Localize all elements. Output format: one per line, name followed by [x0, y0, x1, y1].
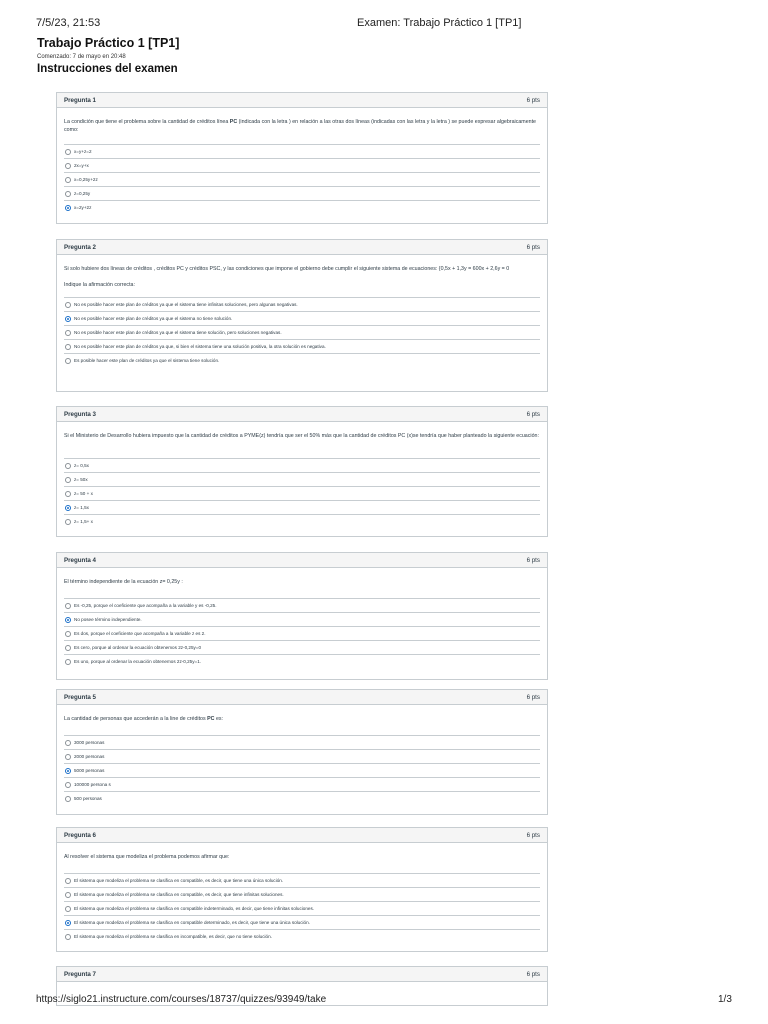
radio-empty-icon[interactable]: [65, 491, 71, 497]
answer-label: El sistema que modeliza el problema se clasifica en compatible, es decir, que tiene una única solución.: [74, 878, 284, 883]
radio-empty-icon[interactable]: [65, 659, 71, 665]
answer-option[interactable]: [64, 159, 540, 173]
question-text: La cantidad de personas que accederán a la line de créditos PC es:: [64, 716, 224, 722]
radio-empty-icon[interactable]: [65, 519, 71, 525]
answer-label: El sistema que modeliza el problema se clasifica en compatible indeterminado, es decir, que tiene infinitas soluciones.: [74, 906, 315, 911]
question-points: 6 pts: [526, 693, 540, 701]
answer-option[interactable]: [64, 173, 540, 187]
answer-option[interactable]: [64, 792, 540, 805]
question-4: [56, 552, 548, 680]
answer-option[interactable]: [64, 888, 540, 902]
answer-label: Es uno, porque al ordenar la ecuación obtenemos 2z-0,25y=1.: [74, 659, 202, 664]
question-name: Pregunta 6: [64, 831, 96, 839]
answer-option[interactable]: [64, 340, 540, 354]
question-name: Pregunta 7: [64, 970, 96, 978]
radio-empty-icon[interactable]: [65, 302, 71, 308]
answer-label: x=y+z=2: [74, 149, 92, 154]
print-date: 7/5/23, 21:53: [36, 17, 101, 29]
answer-label: No posee término independiente.: [74, 617, 142, 622]
answer-list: [64, 598, 540, 668]
answer-list: [64, 735, 540, 805]
question-points: 6 pts: [526, 96, 540, 104]
question-name: Pregunta 1: [64, 96, 96, 104]
question-header: [57, 690, 547, 705]
answer-option[interactable]: [64, 459, 540, 473]
quiz-title: Trabajo Práctico 1 [TP1]: [37, 36, 180, 50]
radio-empty-icon[interactable]: [65, 330, 71, 336]
question-2: [56, 239, 548, 392]
answer-option[interactable]: [64, 874, 540, 888]
radio-selected-icon[interactable]: [65, 316, 71, 322]
answer-label: El sistema que modeliza el problema se clasifica en compatible, es decir, que tiene infinitas soluciones.: [74, 892, 284, 897]
question-points: 6 pts: [526, 556, 540, 564]
radio-empty-icon[interactable]: [65, 344, 71, 350]
answer-label: z=0,25y: [74, 191, 91, 196]
answer-option[interactable]: [64, 613, 540, 627]
answer-option[interactable]: [64, 312, 540, 326]
answer-label: El sistema que modeliza el problema se clasifica en incompatible, es decir, que no tiene solución.: [74, 934, 272, 939]
question-points: 6 pts: [526, 410, 540, 418]
question-name: Pregunta 3: [64, 410, 96, 418]
instructions-heading: Instrucciones del examen: [37, 63, 178, 75]
radio-empty-icon[interactable]: [65, 603, 71, 609]
started-timestamp: Comenzado: 7 de mayo en 20:48: [37, 54, 126, 60]
answer-option[interactable]: [64, 599, 540, 613]
radio-empty-icon[interactable]: [65, 477, 71, 483]
answer-label: x=2y+2z: [74, 205, 92, 210]
answer-option[interactable]: [64, 187, 540, 201]
answer-label: 2x=y+x: [74, 163, 89, 168]
answer-label: Es cero, porque al ordenar la ecuación obtenemos 2z-0,25y=0: [74, 645, 202, 650]
question-1: [56, 92, 548, 224]
radio-empty-icon[interactable]: [65, 892, 71, 898]
radio-empty-icon[interactable]: [65, 645, 71, 651]
question-text: Al resolver el sistema que modeliza el problema podemos afirmar que:: [64, 854, 230, 860]
question-text: Si solo hubiere dos líneas de créditos , créditos PC y créditos PSC, y las condiciones que impone el gobierno debe cumplir el siguiente sistema de ecuaciones: {0,5x + 1,3y = 600x + 2,6y = 0 Indique la afirmación correcta:: [64, 266, 510, 288]
answer-option[interactable]: [64, 736, 540, 750]
question-text: Si el Ministerio de Desarrollo hubiera impuesto que la cantidad de créditos a PYME(z) tendría que ser el 50% más que la cantidad de créditos PC (x)se tendría que haber planteado la siguiente ecuación:: [64, 433, 539, 439]
answer-option[interactable]: [64, 145, 540, 159]
radio-empty-icon[interactable]: [65, 754, 71, 760]
answer-label: No es posible hacer este plan de créditos ya que el sistema tiene infinitas soluciones, pero algunas negativas.: [74, 302, 298, 307]
answer-label: Es dos, porque el coeficiente que acompaña a la variable z es 2.: [74, 631, 206, 636]
print-page-number: 1/3: [718, 994, 732, 1005]
answer-list: [64, 458, 540, 528]
question-points: 6 pts: [526, 243, 540, 251]
radio-selected-icon[interactable]: [65, 920, 71, 926]
answer-label: x=0,25y+2z: [74, 177, 98, 182]
question-3: [56, 406, 548, 537]
radio-selected-icon[interactable]: [65, 505, 71, 511]
answer-label: Es posible hacer este plan de créditos ya que el sistema tiene solución.: [74, 358, 220, 363]
radio-empty-icon[interactable]: [65, 878, 71, 884]
answer-label: 5000 personas: [74, 768, 105, 773]
radio-empty-icon[interactable]: [65, 631, 71, 637]
answer-label: 3000 personas: [74, 740, 105, 745]
answer-label: No es posible hacer este plan de créditos ya que el sistema tiene solución, pero soluciones negativas.: [74, 330, 282, 335]
answer-list: [64, 873, 540, 943]
question-name: Pregunta 2: [64, 243, 96, 251]
radio-empty-icon[interactable]: [65, 191, 71, 197]
answer-option[interactable]: [64, 298, 540, 312]
answer-label: 2000 personas: [74, 754, 105, 759]
answer-label: No es posible hacer este plan de créditos ya que, si bien el sistema tiene una solución positiva, la otra solución es negativa.: [74, 344, 326, 349]
question-points: 6 pts: [526, 831, 540, 839]
answer-option[interactable]: [64, 902, 540, 916]
answer-label: 500 personas: [74, 796, 102, 801]
question-header: [57, 93, 547, 108]
answer-option[interactable]: [64, 501, 540, 515]
question-header: [57, 553, 547, 568]
print-page-title: Examen: Trabajo Práctico 1 [TP1]: [357, 17, 522, 29]
answer-label: z= 0,5x: [74, 463, 89, 468]
question-5: [56, 689, 548, 815]
radio-selected-icon[interactable]: [65, 617, 71, 623]
question-name: Pregunta 5: [64, 693, 96, 701]
answer-option[interactable]: [64, 487, 540, 501]
answer-option[interactable]: [64, 778, 540, 792]
print-url: https://siglo21.instructure.com/courses/18737/quizzes/93949/take: [36, 994, 327, 1005]
answer-label: z= 1,5x: [74, 505, 89, 510]
answer-list: [64, 144, 540, 214]
answer-option[interactable]: [64, 515, 540, 528]
answer-option[interactable]: [64, 354, 540, 367]
question-header: [57, 828, 547, 843]
radio-empty-icon[interactable]: [65, 782, 71, 788]
answer-option[interactable]: [64, 916, 540, 930]
question-points: 6 pts: [526, 970, 540, 978]
question-header: [57, 240, 547, 255]
radio-empty-icon[interactable]: [65, 358, 71, 364]
radio-empty-icon[interactable]: [65, 163, 71, 169]
answer-list: [64, 297, 540, 367]
answer-option[interactable]: [64, 750, 540, 764]
answer-label: No es posible hacer este plan de créditos ya que el sistema no tiene solución.: [74, 316, 233, 321]
answer-label: z= 50 + x: [74, 491, 93, 496]
radio-selected-icon[interactable]: [65, 205, 71, 211]
answer-option[interactable]: [64, 930, 540, 943]
radio-empty-icon[interactable]: [65, 463, 71, 469]
question-text: El término independiente de la ecuación z= 0,25y :: [64, 579, 183, 585]
answer-option[interactable]: [64, 655, 540, 668]
radio-empty-icon[interactable]: [65, 740, 71, 746]
radio-empty-icon[interactable]: [65, 796, 71, 802]
radio-empty-icon[interactable]: [65, 177, 71, 183]
answer-option[interactable]: [64, 641, 540, 655]
answer-label: z= 50x: [74, 477, 88, 482]
answer-label: El sistema que modeliza el problema se clasifica en compatible determinado, es decir, que tiene una única solución.: [74, 920, 310, 925]
question-header: [57, 407, 547, 422]
answer-option[interactable]: [64, 764, 540, 778]
answer-option[interactable]: [64, 326, 540, 340]
radio-empty-icon[interactable]: [65, 934, 71, 940]
question-text: La condición que tiene el problema sobre la cantidad de créditos línea PC (indicada con la letra ) en relación a las otras dos líneas (indicadas con las letra y la letra ) se puede expresar algebraicamente como:: [64, 119, 537, 133]
question-name: Pregunta 4: [64, 556, 96, 564]
answer-option[interactable]: [64, 473, 540, 487]
answer-label: Es -0,25, porque el coeficiente que acompaña a la variable y es -0,25.: [74, 603, 217, 608]
radio-selected-icon[interactable]: [65, 768, 71, 774]
answer-label: z= 1,5+ x: [74, 519, 93, 524]
answer-option[interactable]: [64, 627, 540, 641]
answer-option[interactable]: [64, 201, 540, 214]
question-6: [56, 827, 548, 952]
radio-empty-icon[interactable]: [65, 149, 71, 155]
radio-empty-icon[interactable]: [65, 906, 71, 912]
answer-label: 100000 persona s: [74, 782, 111, 787]
question-header: [57, 967, 547, 982]
